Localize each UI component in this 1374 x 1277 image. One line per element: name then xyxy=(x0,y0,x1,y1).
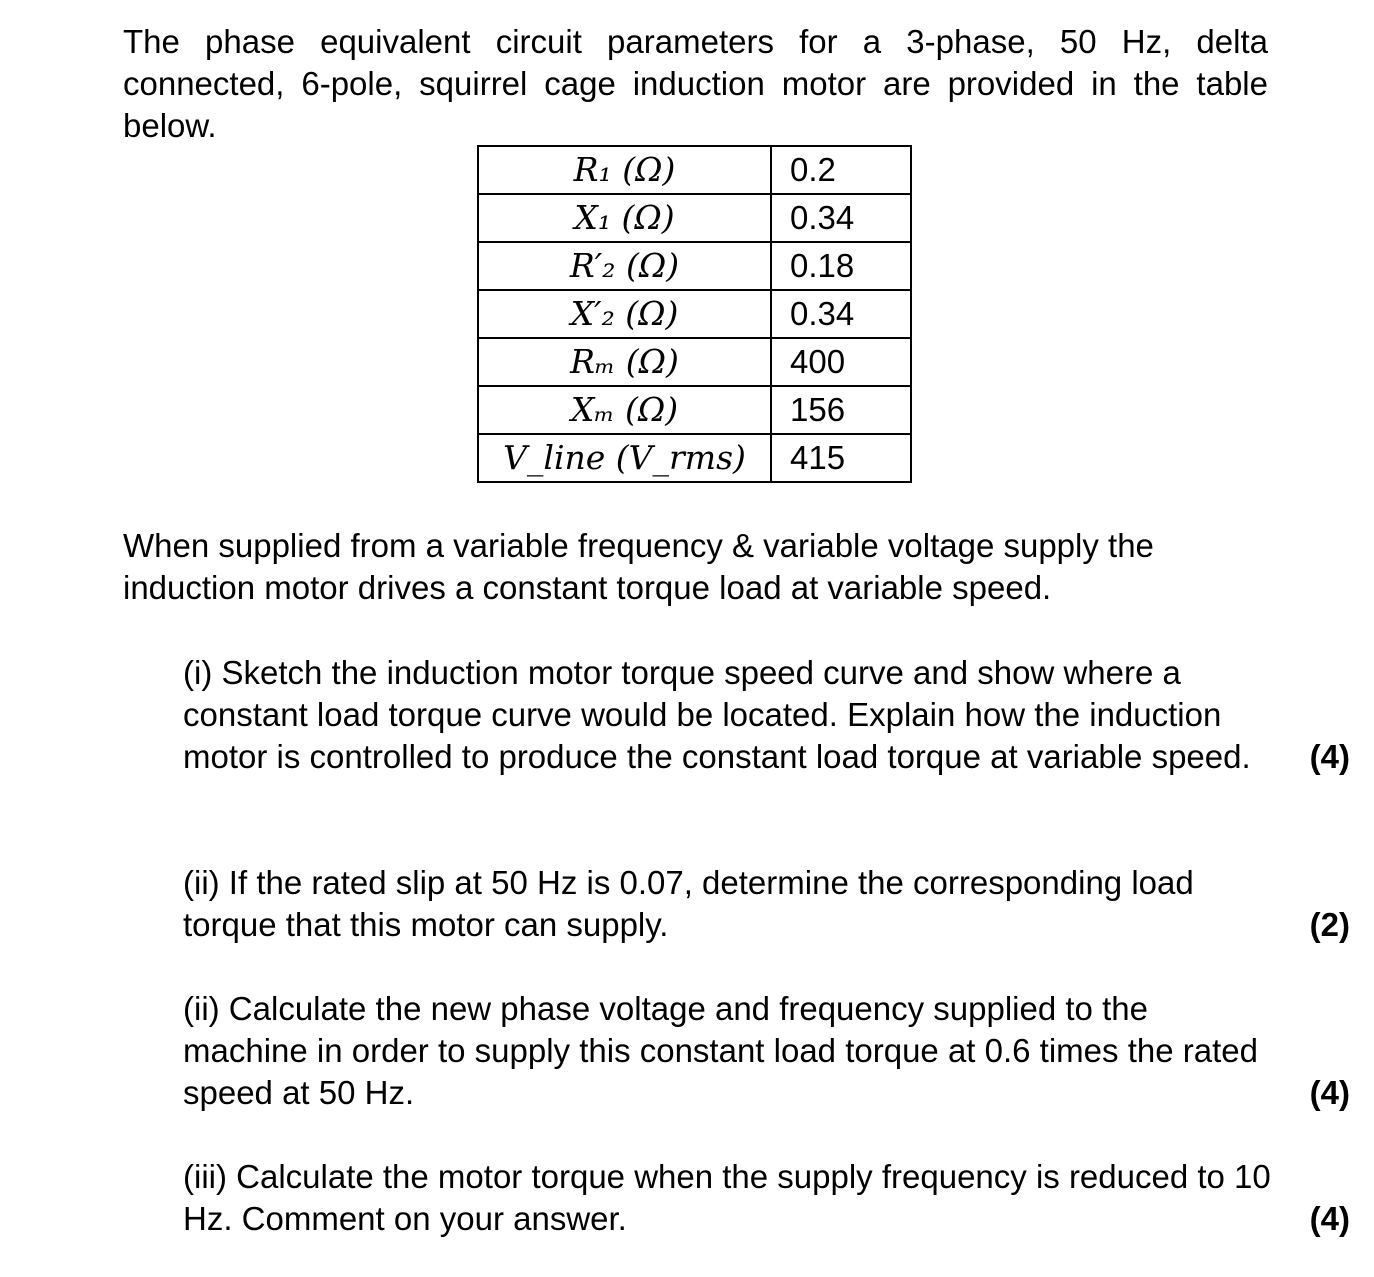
parameter-value: 156 xyxy=(771,386,911,434)
table-row xyxy=(478,338,911,386)
parameter-symbol: V_line (V_rms) xyxy=(478,434,771,482)
question-1 xyxy=(183,652,1353,778)
question-marks: (4) xyxy=(1309,738,1350,775)
question-text: (ii) If the rated slip at 50 Hz is 0.07, determine the corresponding load torque that this motor can supply. xyxy=(183,864,1194,943)
question-text: (ii) Calculate the new phase voltage and frequency supplied to the machine in order to supply this constant load torque at 0.6 times the rated speed at 50 Hz. xyxy=(183,990,1258,1111)
intro-paragraph: The phase equivalent circuit parameters for a 3-phase, 50 Hz, delta connected, 6-pole, squirrel cage induction motor are provided in the table below. xyxy=(123,23,1268,144)
parameter-symbol: X′₂ (Ω) xyxy=(478,290,771,338)
parameter-value: 415 xyxy=(771,434,911,482)
parameter-value: 0.34 xyxy=(771,194,911,242)
parameter-symbol: X₁ (Ω) xyxy=(478,194,771,242)
question-3 xyxy=(183,988,1353,1114)
table-row xyxy=(478,194,911,242)
question-2 xyxy=(183,862,1353,946)
question-4 xyxy=(183,1156,1353,1240)
table-row xyxy=(478,242,911,290)
parameter-value: 0.34 xyxy=(771,290,911,338)
question-marks: (4) xyxy=(1309,1200,1350,1237)
parameter-value: 400 xyxy=(771,338,911,386)
parameter-symbol: R′₂ (Ω) xyxy=(478,242,771,290)
table-row xyxy=(478,434,911,482)
parameter-table xyxy=(477,145,912,483)
parameter-symbol: R₁ (Ω) xyxy=(478,146,771,194)
table-row xyxy=(478,146,911,194)
table-row xyxy=(478,386,911,434)
question-marks: (2) xyxy=(1309,906,1350,943)
supply-paragraph: When supplied from a variable frequency & variable voltage supply the induction motor drives a constant torque load at variable speed. xyxy=(123,527,1154,606)
parameter-symbol: Rₘ (Ω) xyxy=(478,338,771,386)
parameter-symbol: Xₘ (Ω) xyxy=(478,386,771,434)
parameter-value: 0.2 xyxy=(771,146,911,194)
parameter-value: 0.18 xyxy=(771,242,911,290)
table-row xyxy=(478,290,911,338)
question-marks: (4) xyxy=(1309,1074,1350,1111)
question-text: (iii) Calculate the motor torque when the supply frequency is reduced to 10 Hz. Comment on your answer. xyxy=(183,1158,1271,1237)
question-text: (i) Sketch the induction motor torque speed curve and show where a constant load torque curve would be located. Explain how the induction motor is controlled to produce the constant load torque at variable speed. xyxy=(183,654,1251,775)
